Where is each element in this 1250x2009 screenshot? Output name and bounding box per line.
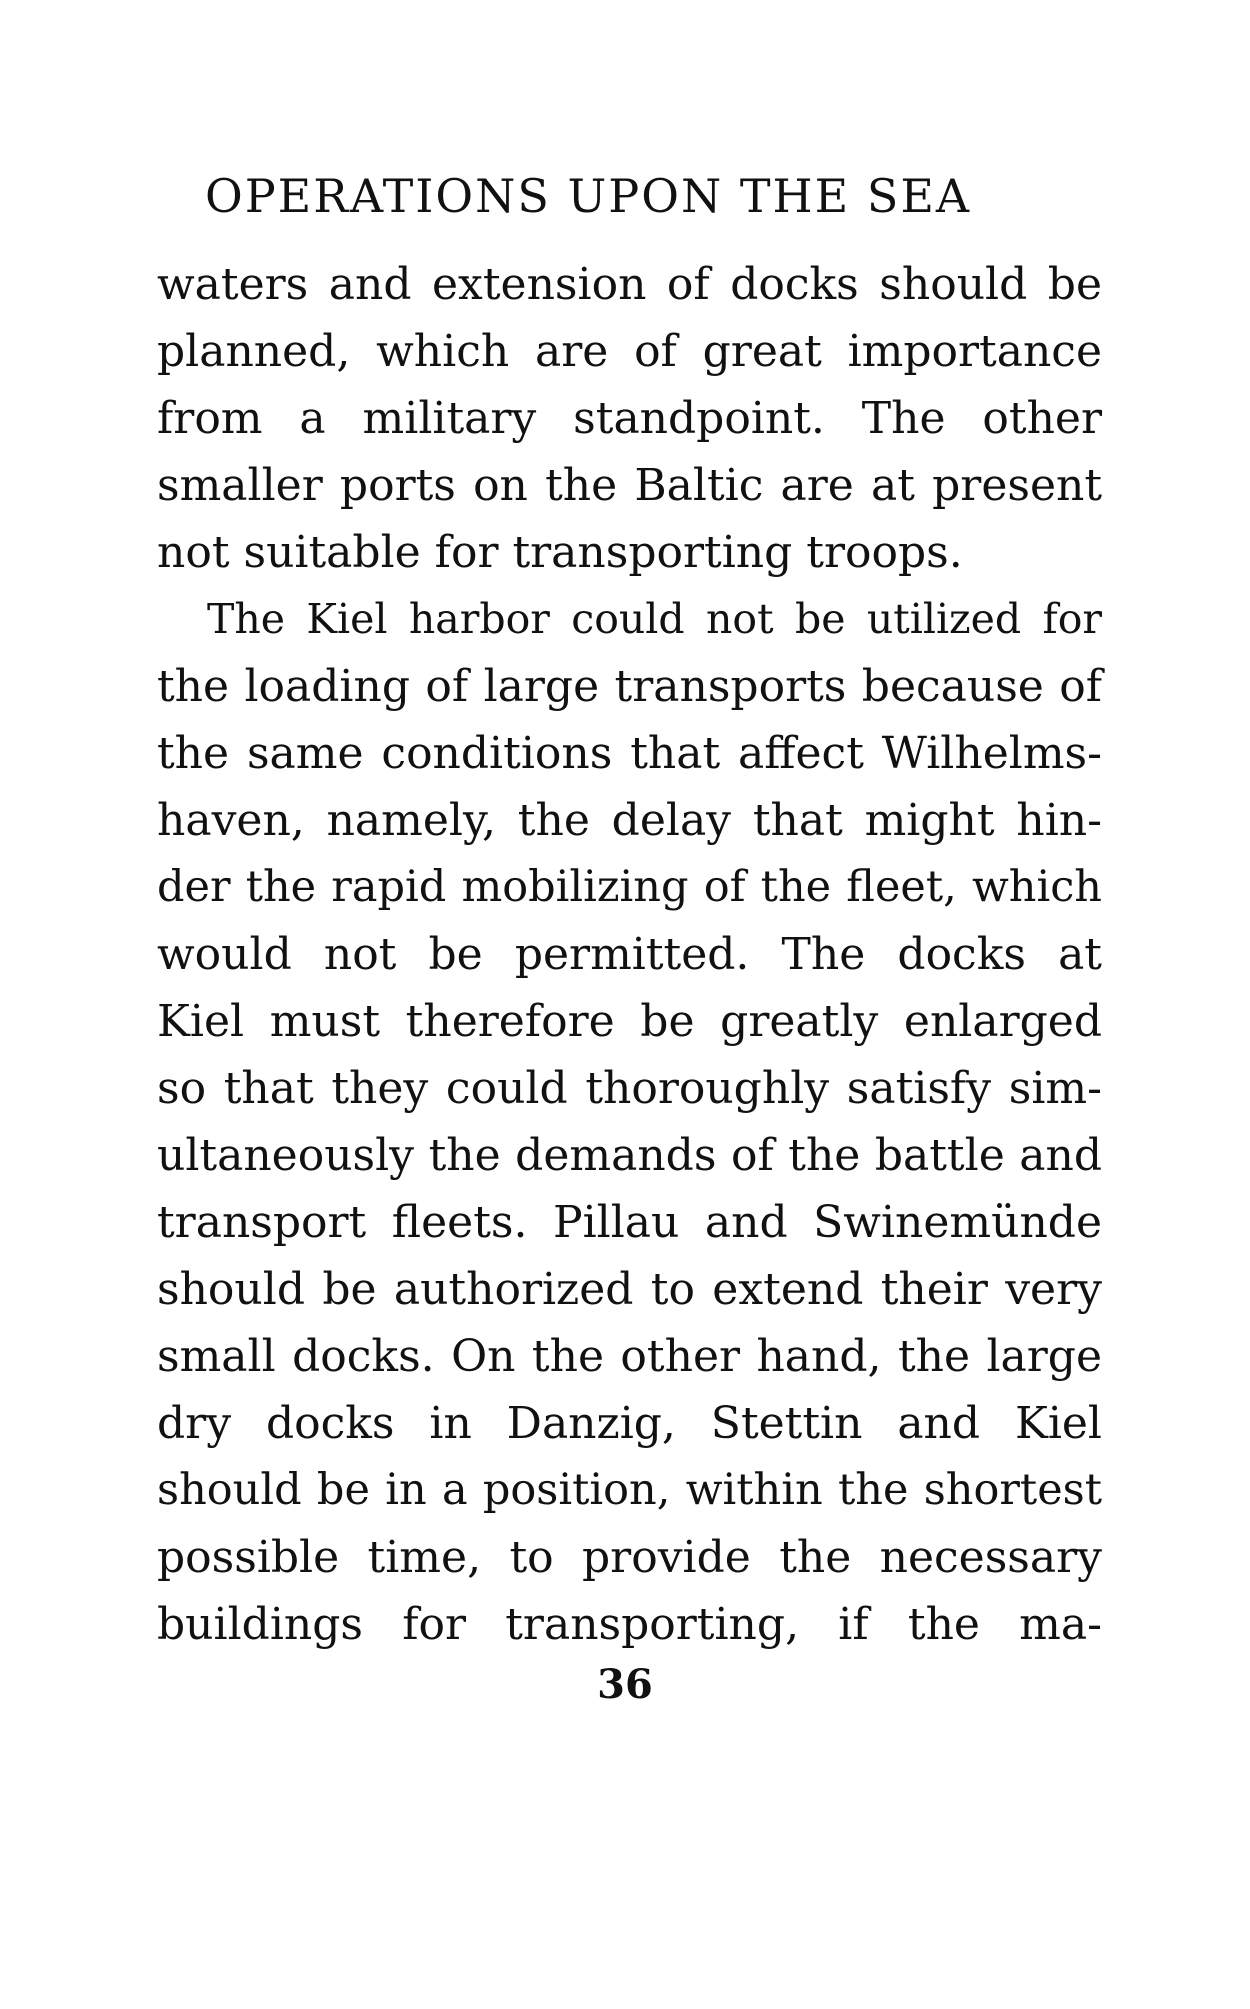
text-line: haven, namely, the delay that might hin- (157, 795, 1102, 846)
body-text (157, 251, 1102, 1658)
text-line: transport fleets. Pillau and Swinemünde (157, 1197, 1102, 1248)
text-line: small docks. On the other hand, the large (157, 1331, 1102, 1382)
text-line: not suitable for transporting troops. (157, 527, 963, 578)
text-line: the loading of large transports because of (157, 661, 1102, 712)
text-line: should be authorized to extend their very (157, 1264, 1102, 1315)
text-line: so that they could thoroughly satisfy sim- (157, 1063, 1102, 1114)
text-line: should be in a position, within the shortest (157, 1465, 1102, 1515)
text-line: smaller ports on the Baltic are at present (157, 460, 1102, 511)
text-line: planned, which are of great importance (157, 326, 1102, 377)
text-line: der the rapid mobilizing of the fleet, which (157, 862, 1102, 912)
text-line: the same conditions that affect Wilhelms- (157, 728, 1102, 779)
page-number: 36 (597, 1661, 653, 1708)
text-line: Kiel must therefore be greatly enlarged (157, 996, 1102, 1047)
running-head: OPERATIONS UPON THE SEA (205, 169, 972, 223)
text-line: dry docks in Danzig, Stettin and Kiel (157, 1398, 1102, 1449)
text-line: would not be permitted. The docks at (157, 929, 1102, 980)
text-line: possible time, to provide the necessary (157, 1532, 1102, 1583)
text-line: waters and extension of docks should be (157, 259, 1102, 310)
text-line: ultaneously the demands of the battle and (157, 1130, 1102, 1181)
text-line: buildings for transporting, if the ma- (157, 1599, 1102, 1650)
text-line: from a military standpoint. The other (157, 393, 1102, 444)
text-line: The Kiel harbor could not be utilized for (207, 595, 1102, 643)
